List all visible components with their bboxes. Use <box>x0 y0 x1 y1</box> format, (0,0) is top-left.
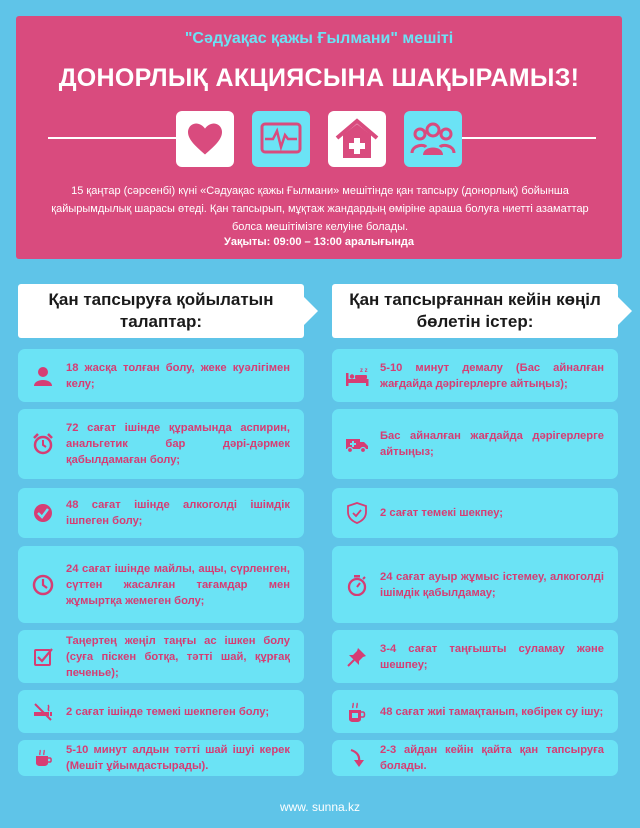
clock-icon <box>31 573 55 597</box>
requirement-item <box>18 740 304 776</box>
website-link[interactable]: www. sunna.kz <box>279 800 361 814</box>
aftercare-text: 2 сағат темекі шекпеу; <box>380 507 504 519</box>
ambulance-icon <box>345 432 369 456</box>
event-time: Уақыты: 09:00 – 13:00 аралығында <box>224 236 414 248</box>
pin-icon <box>345 645 369 669</box>
requirement-text: 72 сағат ішінде құрамында аспирин, анальгетик бар дәрі-дәрмек қабылдамаған болу; <box>66 422 290 466</box>
requirement-text: 48 сағат ішінде алкоголді ішімдік ішпеген болу; <box>66 499 290 527</box>
bed-icon <box>345 364 369 388</box>
requirement-text: Таңертең жеңіл таңғы ас ішкен болу (суға піскен ботқа, тәтті шай, құрғақ печенье); <box>66 634 290 679</box>
event-description: 15 қаңтар (сәрсенбі) күні «Сәдуақас қажы Ғылмани» мешітінде қан тапсыру (донорлық) бойынша қайырымдылық шарасы өтеді. Қан тапсырып, мұқтаж жандардың өміріне араша болуға ниетті азаматтар болса мешітімізге келуіне болады. <box>51 185 589 233</box>
requirement-item <box>18 690 304 733</box>
hospital-icon <box>328 111 386 167</box>
aftercare-item <box>332 740 618 776</box>
aftercare-text: 3-4 сағат таңғышты суламау және шешпеу; <box>380 642 604 671</box>
requirements-heading: Қан тапсыруға қойылатын талаптар: <box>18 284 304 338</box>
people-group-icon <box>404 111 462 167</box>
person-icon <box>31 364 55 388</box>
no-smoking-icon <box>31 700 55 724</box>
aftercare-item <box>332 690 618 733</box>
shield-check-icon <box>345 501 369 525</box>
divider-right <box>456 137 596 139</box>
mosque-name: "Сәдуақас қажы Ғылмани" мешіті <box>184 30 454 47</box>
requirement-text: 2 сағат ішінде темекі шекпеген болу; <box>66 705 270 718</box>
aftercare-text: Бас айналған жағдайда дәрігерлерге айтыңыз; <box>380 430 604 458</box>
aftercare-item <box>332 409 618 479</box>
aftercare-text: 2-3 айдан кейін қайта қан тапсыруға болады. <box>380 744 604 772</box>
heart-icon <box>176 111 234 167</box>
svg-text:z z: z z <box>360 367 368 374</box>
requirement-text: 18 жасқа толған болу, жеке куәлігімен келу; <box>66 361 290 390</box>
requirement-item <box>18 488 304 538</box>
arrow-down-icon <box>345 746 369 770</box>
requirement-item <box>18 546 304 623</box>
requirement-item <box>18 349 304 402</box>
aftercare-text: 5-10 минут демалу (Бас айналған жағдайда дәрігерлерге айтыңыз); <box>380 361 604 390</box>
aftercare-item <box>332 546 618 623</box>
requirement-item <box>18 630 304 683</box>
aftercare-heading: Қан тапсырғаннан кейін көңіл бөлетін істер: <box>332 284 618 338</box>
aftercare-item <box>332 630 618 683</box>
aftercare-text: 24 сағат ауыр жұмыс істемеу, алкоголді ішімдік қабылдамау; <box>380 570 604 599</box>
aftercare-item <box>332 349 618 402</box>
requirement-text: 5-10 минут алдын тәтті шай ішуі керек (Мешіт ұйымдастырады). <box>66 744 290 772</box>
aftercare-item <box>332 488 618 538</box>
check-circle-icon <box>31 501 55 525</box>
requirement-text: 24 сағат ішінде майлы, ащы, сүрленген, сүттен жасалған тағамдар мен жұмыртқа жемеген болу; <box>66 562 290 607</box>
header-banner <box>16 16 622 259</box>
requirement-item <box>18 409 304 479</box>
heartbeat-monitor-icon <box>252 111 310 167</box>
aftercare-text: 48 сағат жиі тамақтанып, көбірек су ішу; <box>380 705 604 718</box>
tea-cup-icon <box>31 746 55 770</box>
checkbox-icon <box>31 645 55 669</box>
alarm-clock-icon <box>31 432 55 456</box>
divider-left <box>48 137 188 139</box>
stopwatch-icon <box>345 573 369 597</box>
page-title: ДОНОРЛЫҚ АКЦИЯСЫНА ШАҚЫРАМЫЗ! <box>58 64 580 92</box>
hot-drink-icon <box>345 700 369 724</box>
